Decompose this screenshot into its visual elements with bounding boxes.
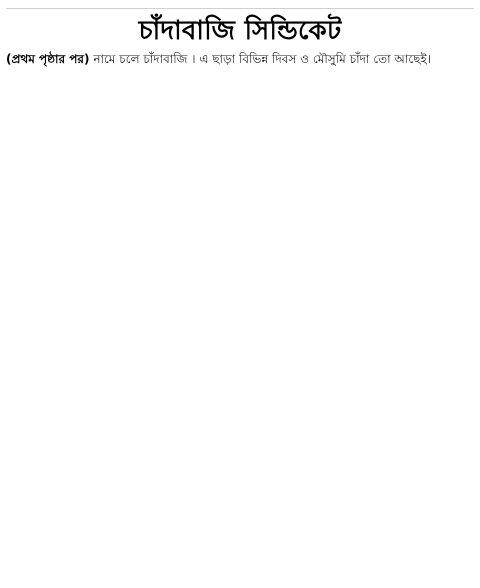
previous-column-strip xyxy=(6,0,474,9)
continuation-marker: (প্রথম পৃষ্ঠার পর) xyxy=(6,52,90,66)
body-fragment: নামে চলে চাঁদাবাজি । এ ছাড়া বিভিন্ন দিবস ও মৌসুমি চাঁদা তো আছেই। xyxy=(93,52,431,66)
bottom-edge xyxy=(6,582,474,588)
article-headline: চাঁদাবাজি সিন্ডিকেট xyxy=(138,16,342,46)
article-body xyxy=(6,51,474,571)
